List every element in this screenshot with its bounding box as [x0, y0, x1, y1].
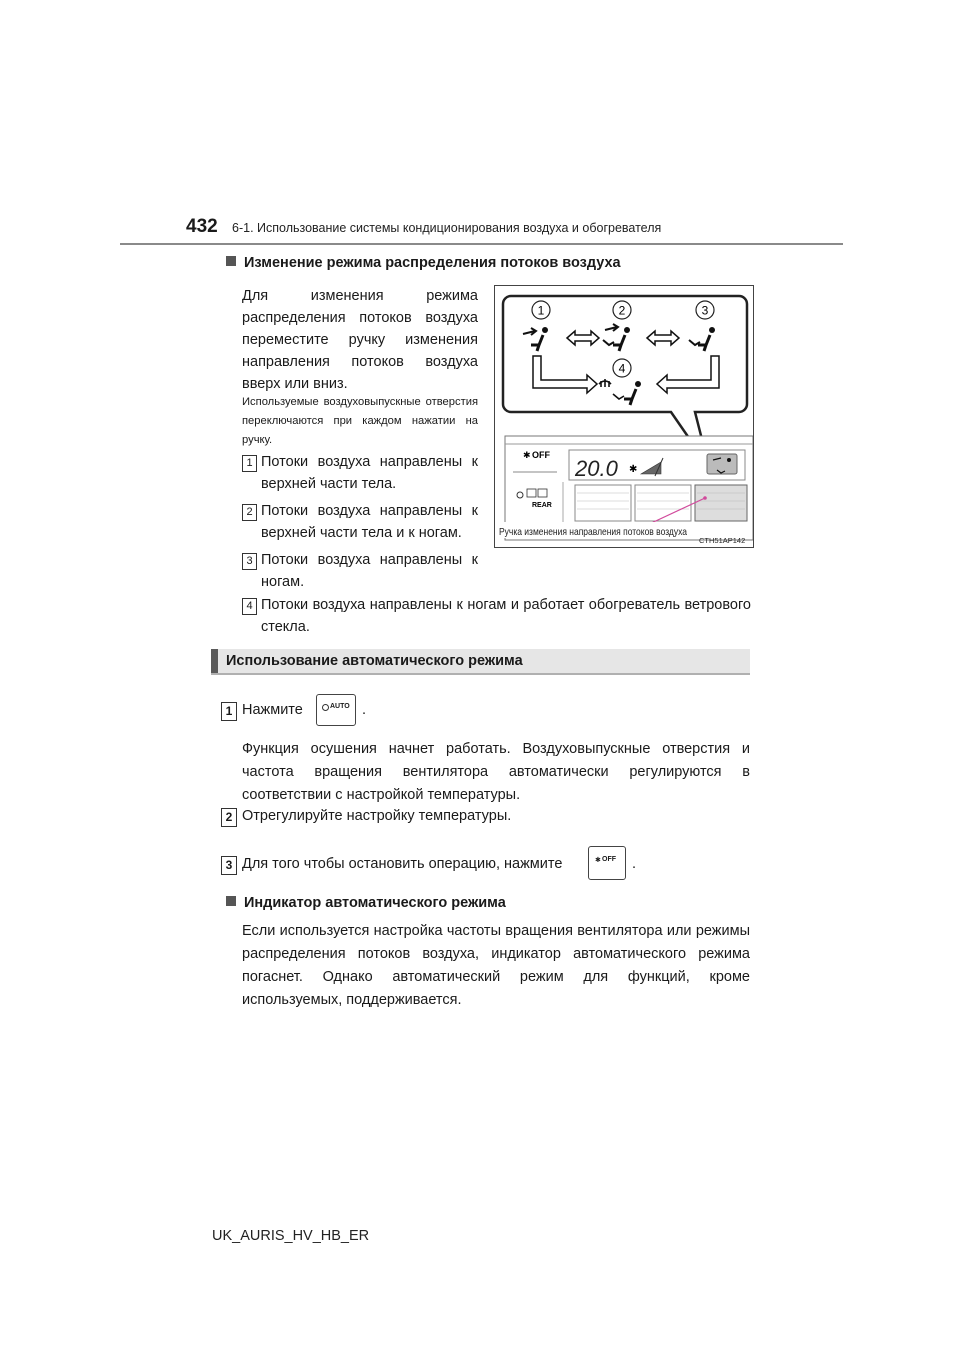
- auto-button-label: AUTO: [330, 703, 350, 710]
- item-badge-4: 4: [242, 598, 257, 615]
- circle-label-3: 3: [701, 303, 709, 318]
- display-temperature: 20.0: [575, 456, 618, 481]
- airflow-diagram: [495, 286, 753, 547]
- svg-text:✱: ✱: [629, 464, 638, 475]
- page-number: 432: [186, 216, 218, 237]
- step-badge-1: 1: [221, 702, 237, 721]
- section-heading-indicator-text: Индикатор автоматического режима: [244, 895, 506, 911]
- step-3-text-after: .: [632, 856, 637, 872]
- section-bar-accent: [211, 649, 218, 673]
- item-text-1: Потоки воздуха направлены к верхней части тела.: [261, 454, 478, 492]
- off-button: [588, 846, 626, 880]
- step-badge-3: 3: [221, 856, 237, 875]
- airflow-mode-knob: [695, 485, 747, 521]
- square-bullet-icon: [226, 896, 236, 906]
- item-badge-2: 2: [242, 504, 257, 521]
- item-text-4: Потоки воздуха направлены к ногам и работает обогреватель ветрового стекла.: [261, 597, 751, 635]
- circle-label-2: 2: [618, 303, 626, 318]
- section-heading-indicator: [226, 895, 506, 911]
- step-1-text-before: Нажмите: [242, 702, 303, 718]
- section-title-auto: Использование автоматического режима: [226, 653, 523, 669]
- header-rule: [120, 243, 843, 245]
- airflow-mode-indicator: [707, 454, 737, 474]
- footer-code: UK_AURIS_HV_HB_ER: [212, 1228, 370, 1244]
- figure-caption: Ручка изменения направления потоков воздуха: [499, 526, 688, 538]
- section-indicator-paragraph: Если используется настройка частоты вращения вентилятора или режимы распределения потоков воздуха, индикатор автоматического режима погаснет. Однако автоматический режим для функций, кроме используемых, поддерживается.: [242, 923, 750, 1008]
- fan-off-text: OFF: [532, 450, 550, 460]
- auto-indicator-icon: [322, 704, 329, 711]
- item-badge-1: 1: [242, 455, 257, 472]
- step-1-description: Функция осушения начнет работать. Воздуховыпускные отверстия и частота вращения вентилятора автоматически регулируются в соответствии с настройкой температуры.: [242, 741, 750, 803]
- step-3-text-before: Для того чтобы остановить операцию, нажмите: [242, 856, 563, 872]
- chapter-title: 6-1. Использование системы кондиционирования воздуха и обогревателя: [232, 221, 662, 235]
- circle-label-4: 4: [618, 361, 626, 376]
- step-badge-2: 2: [221, 808, 237, 827]
- panel-button-left: [575, 485, 631, 521]
- step-1-text: [242, 702, 303, 718]
- square-bullet-icon: [226, 256, 236, 266]
- svg-text:✱: ✱: [523, 450, 531, 460]
- circle-label-1: 1: [537, 303, 545, 318]
- fan-icon: ✱: [595, 857, 601, 864]
- auto-button: [316, 694, 356, 726]
- step-2-text: Отрегулируйте настройку температуры.: [242, 808, 512, 824]
- rear-label: REAR: [532, 502, 552, 509]
- figure-id: CTH51AP142: [699, 536, 746, 545]
- fan-off-label: [523, 450, 550, 460]
- step-1-text-after: .: [362, 702, 367, 718]
- off-button-label: OFF: [602, 856, 616, 863]
- item-badge-3: 3: [242, 553, 257, 570]
- section-heading-airflow: [226, 255, 621, 271]
- section-note: Используемые воздуховыпускные отверстия переключаются при каждом нажатии на ручку.: [242, 396, 478, 446]
- section-paragraph: Для изменения режима распределения потоков воздуха переместите ручку изменения направления потоков воздуха вверх или вниз.: [242, 288, 478, 392]
- seat-icon: [538, 489, 547, 497]
- section-heading-text: Изменение режима распределения потоков воздуха: [244, 255, 621, 271]
- item-text-2: Потоки воздуха направлены к верхней части тела и к ногам.: [261, 503, 478, 541]
- item-text-3: Потоки воздуха направлены к ногам.: [261, 552, 478, 590]
- panel-button-middle: [635, 485, 691, 521]
- rear-defog-icon: [527, 489, 536, 497]
- airflow-figure: [494, 285, 754, 548]
